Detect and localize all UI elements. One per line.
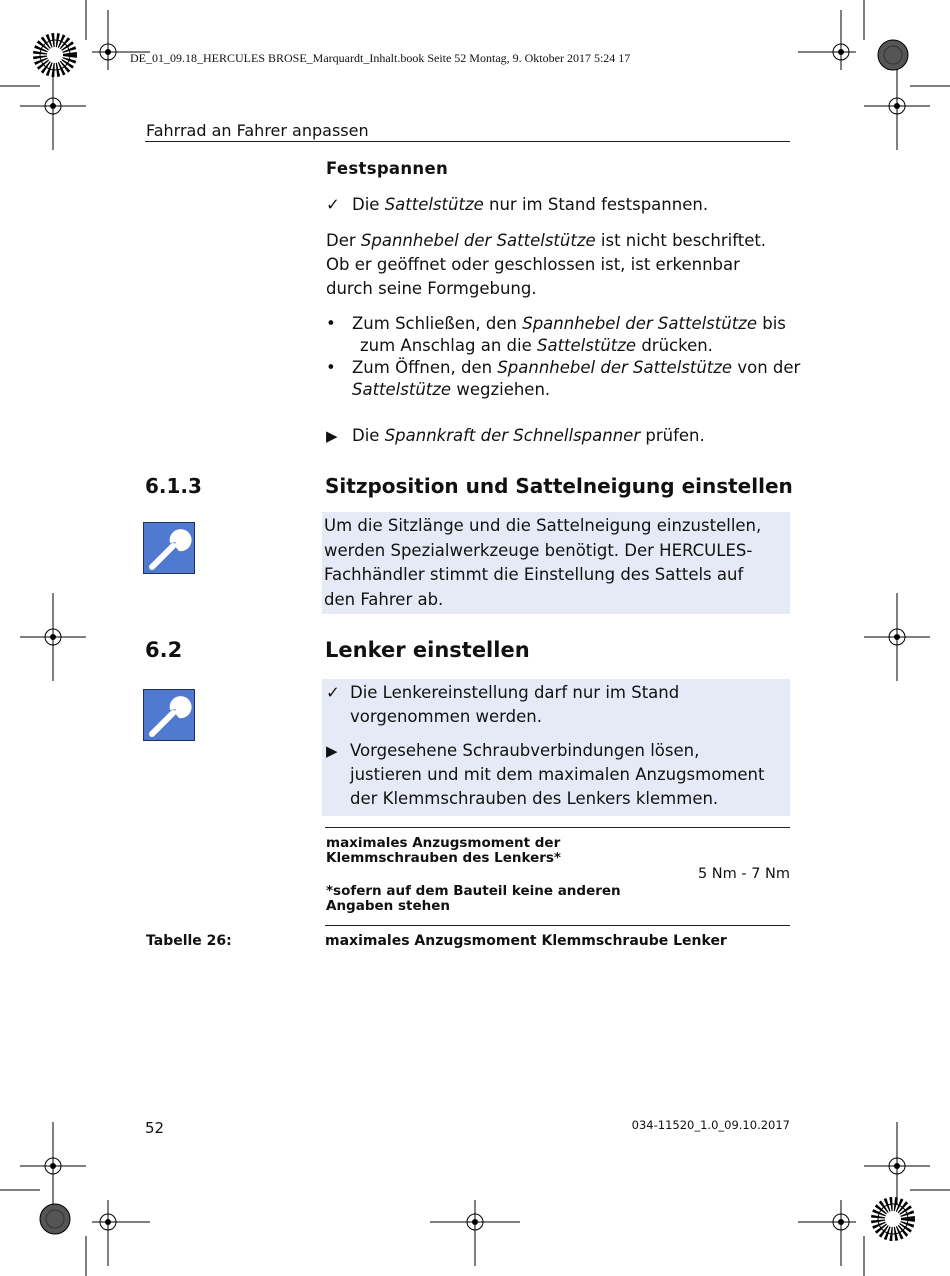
list-item: Zum Öffnen, den Spannhebel der Sattelstütze von der [352, 358, 801, 377]
table-top-rule [325, 827, 790, 828]
section-title: Lenker einstellen [325, 638, 530, 662]
section-number: 6.1.3 [145, 474, 202, 498]
section-number: 6.2 [145, 638, 183, 662]
subheading-festspannen: Festspannen [326, 159, 448, 178]
check-icon: ✓ [326, 683, 340, 702]
wrench-icon [143, 689, 195, 741]
table-value: 5 Nm - 7 Nm [697, 866, 790, 882]
running-head: Fahrrad an Fahrer anpassen [146, 121, 369, 140]
document-code: 034-11520_1.0_09.10.2017 [631, 1118, 790, 1132]
bullet-icon: • [326, 314, 336, 333]
list-item-continuation: Sattelstütze wegziehen. [352, 380, 551, 399]
bullet-list [326, 313, 801, 403]
star-target-icon [40, 40, 908, 1234]
header-rule [145, 141, 790, 142]
page-number: 52 [145, 1119, 165, 1137]
table-bottom-rule [325, 925, 790, 926]
table-caption-text: maximales Anzugsmoment Klemmschraube Lenker [325, 933, 727, 949]
list-item: Zum Schließen, den Spannhebel der Sattelstütze bis [352, 314, 786, 333]
check-icon: ✓ [326, 195, 340, 214]
table-footnote: *sofern auf dem Bauteil keine anderen Angaben stehen [326, 883, 621, 914]
wrench-icon [143, 522, 195, 574]
bullet-icon: • [326, 358, 336, 377]
action-arrow-icon: ▶ [326, 427, 338, 445]
info-box-lenker: ✓ Die Lenkereinstellung darf nur im Stand vorgenommen werden. ▶ Vorgesehene Schraubverbindungen lösen, justieren und mit dem maximalen Anzugsmoment der Klemmschrauben des Lenkers klemmen. [322, 679, 790, 816]
grey-target-icon [40, 40, 908, 1234]
table-row-label: maximales Anzugsmoment der Klemmschrauben des Lenkers* [326, 835, 561, 866]
action-text: Die Spannkraft der Schnellspanner prüfen. [352, 426, 705, 445]
action-arrow-icon: ▶ [326, 742, 338, 760]
festspannen-paragraph: Der Spannhebel der Sattelstütze ist nicht beschriftet. Ob er geöffnet oder geschlossen ist, ist erkennbar durch seine Formgebung. [326, 231, 767, 298]
info-box-spezialwerkzeuge: Um die Sitzlänge und die Sattelneigung einzustellen, werden Spezialwerkzeuge benötigt. Der HERCULES- Fachhändler stimmt die Einstellung des Sattels auf den Fahrer ab. [322, 512, 790, 614]
table-caption-label: Tabelle 26: [146, 933, 232, 949]
list-item-continuation: zum Anschlag an die Sattelstütze drücken. [360, 336, 713, 355]
print-header: DE_01_09.18_HERCULES BROSE_Marquardt_Inhalt.book Seite 52 Montag, 9. Oktober 2017 5:24 17 [130, 51, 631, 65]
precondition-text: Die Sattelstütze nur im Stand festspannen. [352, 195, 709, 214]
section-title: Sitzposition und Sattelneigung einstellen [325, 474, 793, 498]
